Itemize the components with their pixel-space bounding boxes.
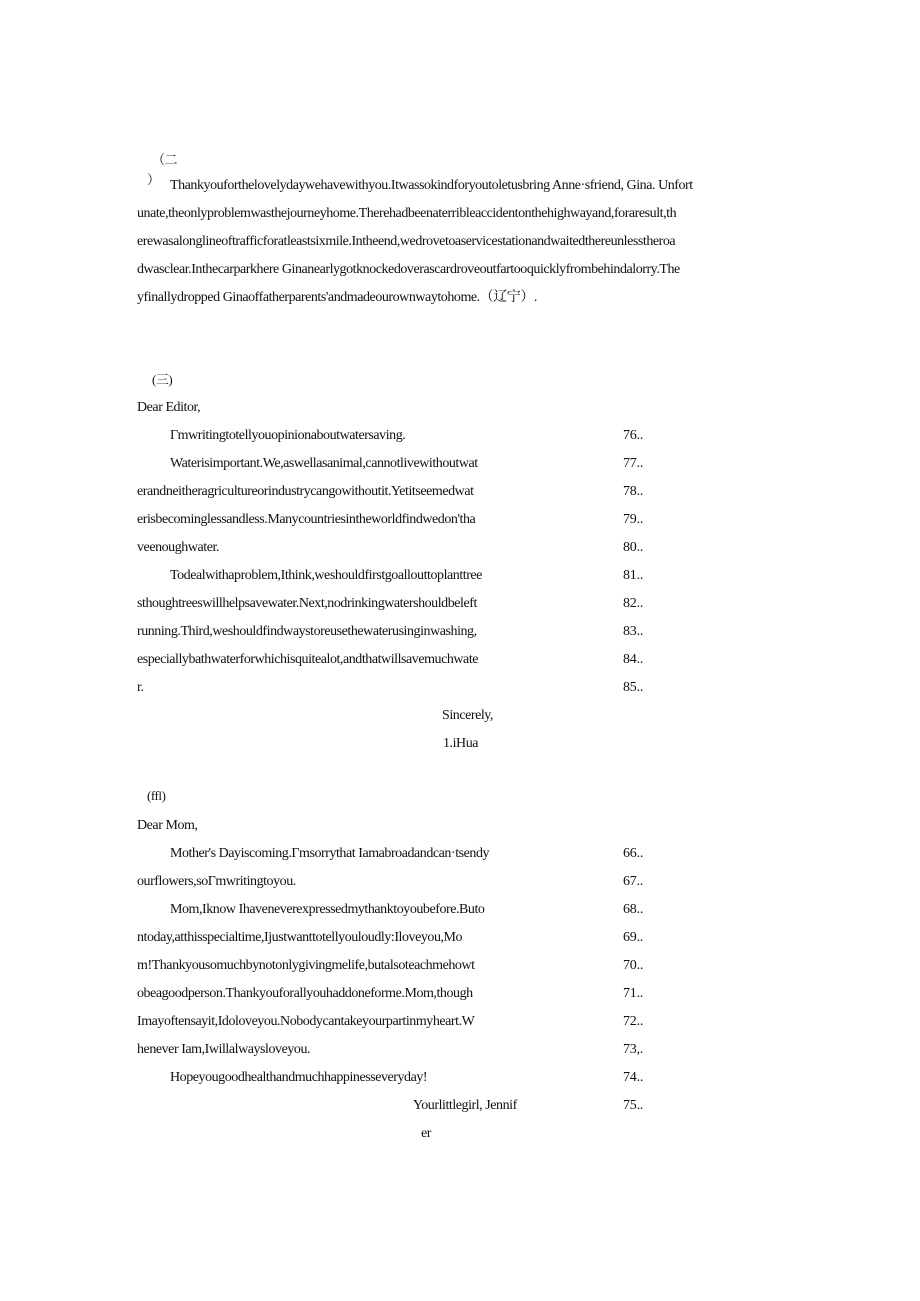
letter-line: obeagoodperson.Thankyouforallyouhaddoneforme.Mom,though xyxy=(137,986,473,1001)
line-number: 80.. xyxy=(623,540,644,555)
line-number: 83.. xyxy=(623,624,644,639)
line-number: 78.. xyxy=(623,484,644,499)
line-number: 67.. xyxy=(623,874,644,889)
line-number: 66.. xyxy=(623,846,644,861)
line-number: 76.. xyxy=(623,428,644,443)
letter-line: m!Thankyousomuchbynotonlygivingmelife,butalsoteachmehowt xyxy=(137,958,475,973)
section-4-label: (ffl) xyxy=(147,788,166,803)
line-number: 70.. xyxy=(623,958,644,973)
letter-signature: 1.iHua xyxy=(443,736,479,751)
paragraph-line: yfinallydropped Ginaoffatherparents'andmadeourownwaytohome.（辽宁）. xyxy=(137,290,537,305)
line-number: 75.. xyxy=(623,1098,644,1113)
line-number: 85.. xyxy=(623,680,644,695)
line-number: 84.. xyxy=(623,652,644,667)
line-number: 82.. xyxy=(623,596,644,611)
section-2-label-close: ） xyxy=(147,172,160,187)
paragraph-line: Thankyouforthelovelydaywehavewithyou.Itwassokindforyoutoletusbring Anne·sfriend, Gina. Unfort xyxy=(170,178,693,193)
letter-line: Waterisimportant.We,aswellasanimal,cannotlivewithoutwat xyxy=(170,456,478,471)
line-number: 72.. xyxy=(623,1014,644,1029)
paragraph-line: unate,theonlyproblemwasthejourneyhome.Therehadbeenaterribleaccidentonthehighwayand,foraresult,th xyxy=(137,206,677,221)
letter-line: ntoday,atthisspecialtime,Ijustwanttotellyouloudly:Iloveyou,Mo xyxy=(137,930,463,945)
letter-signature: Yourlittlegirl, Jennif xyxy=(413,1098,517,1113)
letter-salutation: Dear Editor, xyxy=(137,400,201,415)
line-number: 69.. xyxy=(623,930,644,945)
section-3-label: (三) xyxy=(152,372,173,387)
line-number: 68.. xyxy=(623,902,644,917)
letter-line: sthoughtreeswillhelpsavewater.Next,nodrinkingwatershouldbeleft xyxy=(137,596,477,611)
letter-line: henever Iam,Iwillalwaysloveyou. xyxy=(137,1042,311,1057)
line-number: 81.. xyxy=(623,568,644,583)
letter-line: Todealwithaproblem,Ithink,weshouldfirstgoallouttoplanttree xyxy=(170,568,482,583)
paragraph-line: dwasclear.Inthecarparkhere Ginanearlygotknockedoverascardroveoutfartooquicklyfrombehindalorry.The xyxy=(137,262,680,277)
line-number: 79.. xyxy=(623,512,644,527)
letter-line: ourflowers,soΓmwritingtoyou. xyxy=(137,874,296,889)
letter-line: Hopeyougoodhealthandmuchhappinesseveryday! xyxy=(170,1070,428,1085)
letter-line: Imayoftensayit,Idoloveyou.Nobodycantakeyourpartinmyheart.W xyxy=(137,1014,475,1029)
letter-line: erisbecominglessandless.Manycountriesintheworldfindwedon'tha xyxy=(137,512,476,527)
letter-signature-continued: er xyxy=(421,1126,431,1141)
line-number: 73,. xyxy=(623,1042,644,1057)
letter-line: r. xyxy=(137,680,144,695)
letter-line: especiallybathwaterforwhichisquitealot,andthatwillsavemuchwate xyxy=(137,652,479,667)
letter-line: Mom,Iknow Ihaveneverexpressedmythanktoyoubefore.Buto xyxy=(170,902,485,917)
letter-line: Mother's Dayiscoming.Γmsorrythat Iamabroadandcan·tsendy xyxy=(170,846,490,861)
letter-closing: Sincerely, xyxy=(442,708,493,723)
letter-line: running.Third,weshouldfindwaystoreusethewaterusinginwashing, xyxy=(137,624,477,639)
section-2-label: （二 xyxy=(152,152,178,167)
paragraph-line: erewasalonglineoftrafficforatleastsixmile.Intheend,wedrovetoaservicestationandwaitedthereunlesstheroa xyxy=(137,234,676,249)
letter-line: veenoughwater. xyxy=(137,540,219,555)
letter-line: Γmwritingtotellyouopinionaboutwatersaving. xyxy=(170,428,406,443)
line-number: 77.. xyxy=(623,456,644,471)
line-number: 74.. xyxy=(623,1070,644,1085)
letter-line: erandneitheragricultureorindustrycangowithoutit.Yetitseemedwat xyxy=(137,484,474,499)
line-number: 71.. xyxy=(623,986,644,1001)
letter-salutation: Dear Mom, xyxy=(137,818,198,833)
